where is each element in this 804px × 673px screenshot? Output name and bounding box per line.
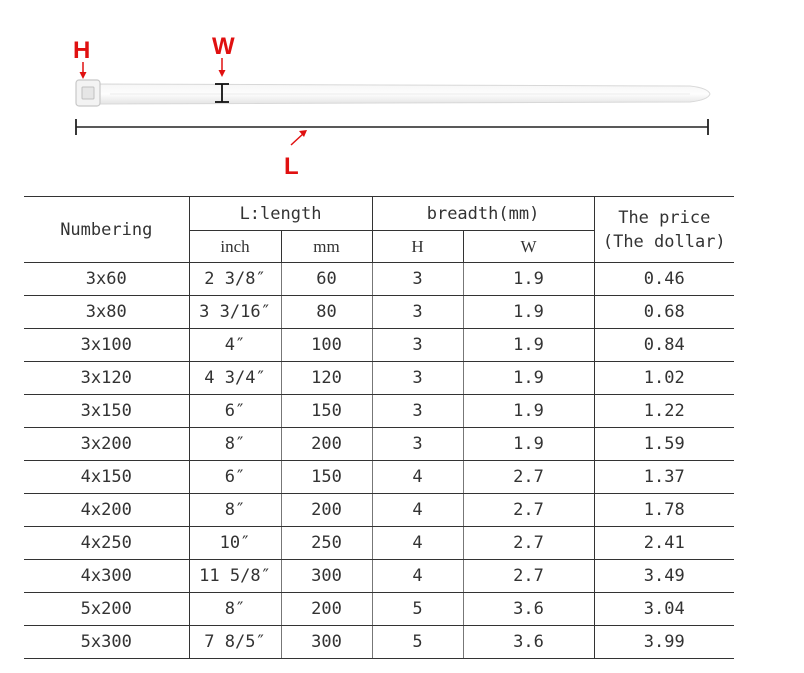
cell-mm: 80 [281, 296, 372, 329]
cell-mm: 300 [281, 560, 372, 593]
cell-price: 1.02 [594, 362, 734, 395]
cable-tie-dimension-diagram [0, 0, 804, 190]
cell-inch: 7 8/5″ [189, 626, 281, 659]
table-row [24, 329, 734, 362]
cell-inch: 11 5/8″ [189, 560, 281, 593]
cell-mm: 60 [281, 263, 372, 296]
table-row [24, 494, 734, 527]
cell-inch: 2 3/8″ [189, 263, 281, 296]
cell-mm: 100 [281, 329, 372, 362]
cell-h: 5 [372, 626, 463, 659]
length-arrow [291, 130, 307, 145]
cell-w: 2.7 [463, 527, 594, 560]
cell-price: 0.84 [594, 329, 734, 362]
width-arrow [219, 58, 226, 77]
table-row [24, 626, 734, 659]
height-arrow [80, 62, 87, 79]
height-label: H [73, 37, 91, 64]
cell-w: 2.7 [463, 560, 594, 593]
cell-numbering: 4x200 [24, 494, 189, 527]
cell-price: 1.78 [594, 494, 734, 527]
cell-h: 3 [372, 395, 463, 428]
width-label: W [212, 33, 235, 60]
cell-inch: 8″ [189, 593, 281, 626]
cell-numbering: 3x60 [24, 263, 189, 296]
header-numbering: Numbering [24, 197, 189, 263]
cell-inch: 4 3/4″ [189, 362, 281, 395]
cell-price: 2.41 [594, 527, 734, 560]
cell-mm: 120 [281, 362, 372, 395]
cell-h: 4 [372, 527, 463, 560]
table-row [24, 395, 734, 428]
header-price-line1: The price [618, 207, 711, 228]
cell-mm: 300 [281, 626, 372, 659]
cell-w: 1.9 [463, 329, 594, 362]
cell-price: 3.04 [594, 593, 734, 626]
cell-inch: 6″ [189, 395, 281, 428]
cell-mm: 250 [281, 527, 372, 560]
table-row [24, 461, 734, 494]
cell-inch: 8″ [189, 428, 281, 461]
cell-numbering: 3x100 [24, 329, 189, 362]
cell-price: 1.22 [594, 395, 734, 428]
cell-h: 4 [372, 560, 463, 593]
cell-mm: 150 [281, 461, 372, 494]
cell-w: 1.9 [463, 362, 594, 395]
cell-mm: 200 [281, 494, 372, 527]
cell-h: 3 [372, 296, 463, 329]
header-price [594, 197, 734, 263]
cell-inch: 4″ [189, 329, 281, 362]
cell-price: 3.99 [594, 626, 734, 659]
header-price-line2: (The dollar) [602, 231, 726, 252]
cell-numbering: 4x300 [24, 560, 189, 593]
header-breadth: breadth(mm) [372, 197, 594, 231]
cell-w: 3.6 [463, 626, 594, 659]
cell-h: 4 [372, 461, 463, 494]
cell-inch: 3 3/16″ [189, 296, 281, 329]
cell-h: 5 [372, 593, 463, 626]
cell-inch: 6″ [189, 461, 281, 494]
cell-w: 1.9 [463, 395, 594, 428]
cell-mm: 150 [281, 395, 372, 428]
cell-inch: 8″ [189, 494, 281, 527]
cell-h: 3 [372, 263, 463, 296]
header-row-top [24, 197, 734, 231]
cell-h: 3 [372, 428, 463, 461]
cell-w: 1.9 [463, 428, 594, 461]
header-h: H [372, 231, 463, 263]
table-row [24, 560, 734, 593]
header-inch: inch [189, 231, 281, 263]
table-row [24, 362, 734, 395]
table-row [24, 527, 734, 560]
cell-numbering: 3x150 [24, 395, 189, 428]
cell-w: 3.6 [463, 593, 594, 626]
cell-inch: 10″ [189, 527, 281, 560]
length-label: L [284, 153, 299, 180]
table-row [24, 296, 734, 329]
cell-mm: 200 [281, 428, 372, 461]
cable-tie-spec-table [24, 196, 734, 659]
cell-numbering: 3x80 [24, 296, 189, 329]
cell-price: 0.68 [594, 296, 734, 329]
cell-numbering: 5x300 [24, 626, 189, 659]
cell-numbering: 3x200 [24, 428, 189, 461]
length-dimension-line [76, 119, 708, 135]
cell-numbering: 5x200 [24, 593, 189, 626]
cell-price: 1.59 [594, 428, 734, 461]
table-row [24, 428, 734, 461]
cell-numbering: 4x150 [24, 461, 189, 494]
cell-mm: 200 [281, 593, 372, 626]
cell-w: 1.9 [463, 263, 594, 296]
cable-tie-illustration [76, 80, 710, 106]
cell-numbering: 3x120 [24, 362, 189, 395]
cell-h: 3 [372, 362, 463, 395]
cell-numbering: 4x250 [24, 527, 189, 560]
header-w: W [463, 231, 594, 263]
header-length: L:length [189, 197, 372, 231]
cell-h: 4 [372, 494, 463, 527]
cell-price: 1.37 [594, 461, 734, 494]
table-row [24, 263, 734, 296]
cell-w: 1.9 [463, 296, 594, 329]
cell-price: 0.46 [594, 263, 734, 296]
cell-price: 3.49 [594, 560, 734, 593]
table-row [24, 593, 734, 626]
cell-h: 3 [372, 329, 463, 362]
cell-w: 2.7 [463, 494, 594, 527]
cell-w: 2.7 [463, 461, 594, 494]
header-mm: mm [281, 231, 372, 263]
